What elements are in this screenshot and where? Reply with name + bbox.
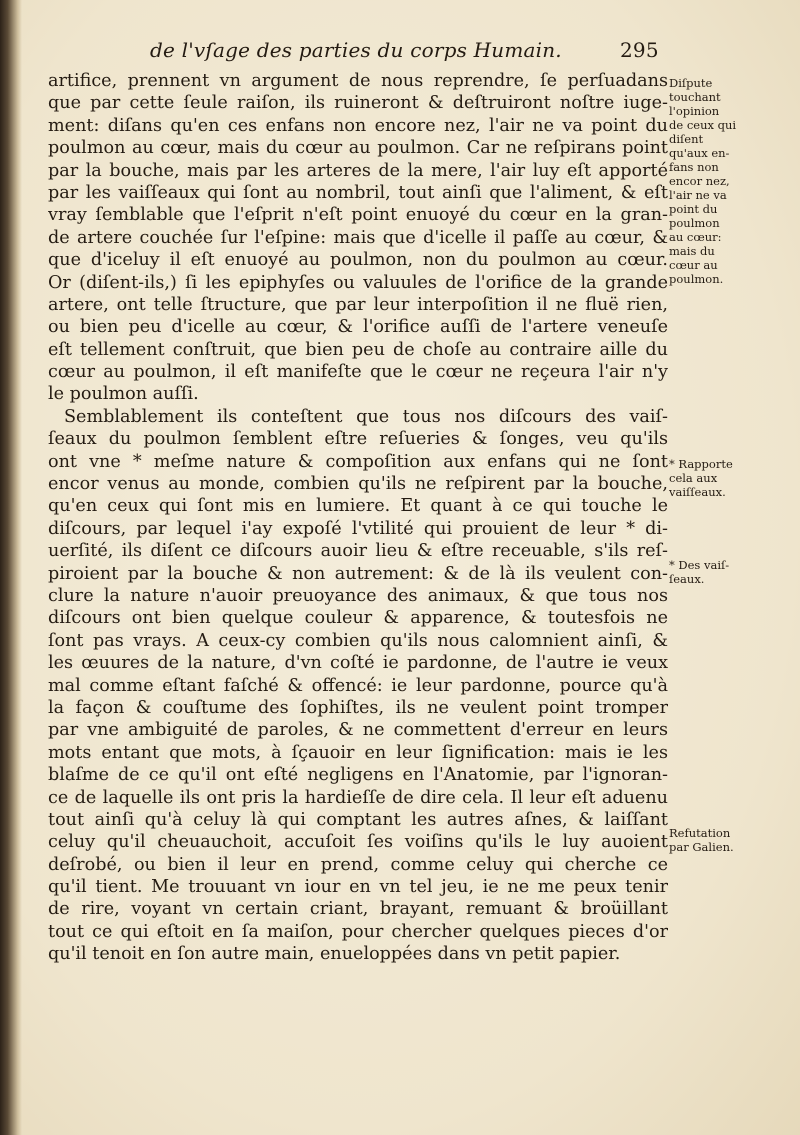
text-line: poulmon au cœur, mais du cœur au poulmon. Car ne reſpirans point	[48, 138, 668, 159]
text-line: clure la nature n'auoir preuoyance des animaux, & que tous nos	[48, 585, 668, 606]
text-line: ment: diſans qu'en ces enfans non encore nez, l'air ne va point du	[48, 115, 668, 136]
text-line: encor venus au monde, combien qu'ils ne reſpirent par la bouche,	[48, 474, 668, 495]
margin-note-line: mais du	[669, 244, 715, 258]
margin-note-refutation	[669, 826, 794, 854]
margin-note-line: fans non	[669, 160, 719, 174]
text-line: cœur au poulmon, il eſt manifeſte que le cœur ne reçeura l'air n'y	[48, 362, 668, 383]
margin-note-line: poulmon.	[669, 272, 724, 286]
text-line: deſrobé, ou bien il leur en prend, comme celuy qui cherche ce	[48, 854, 668, 875]
margin-note-line: par Galien.	[669, 840, 734, 854]
margin-note-line: Diſpute	[669, 76, 713, 90]
margin-note-line: cela aux	[669, 471, 718, 485]
text-line: celuy qu'il cheuauchoit, accuſoit ſes voiſins qu'ils le luy auoient	[48, 832, 668, 853]
text-line: diſcours, par lequel i'ay expoſé l'vtilité qui prouient de leur * di-	[48, 518, 668, 539]
text-line: par les vaiſſeaux qui ſont au nombril, tout ainſi que l'aliment, & eſt	[48, 182, 668, 203]
margin-note-line: de ceux qui	[669, 118, 737, 132]
book-spine-shadow	[0, 0, 22, 1135]
margin-note-line: l'opinion	[669, 104, 720, 118]
margin-note-line: diſent	[669, 132, 704, 146]
text-line: par vne ambiguité de paroles, & ne commettent d'erreur en leurs	[48, 720, 668, 741]
text-line: uerſité, ils diſent ce diſcours auoir lieu & eſtre receuable, s'ils reſ-	[48, 541, 668, 562]
text-line: mal comme eſtant faſché & offencé: ie leur pardonne, pource qu'à	[48, 675, 668, 696]
text-line: mots entant que mots, à ſçauoir en leur ſignification: mais ie les	[48, 742, 668, 763]
margin-note-line: encor nez,	[669, 174, 730, 188]
text-line: le poulmon auſſi.	[48, 384, 199, 405]
text-line: blaſme de ce qu'il ont eſté negligens en l'Anatomie, par l'ignoran-	[48, 765, 668, 786]
text-line: eſt tellement conſtruit, que bien peu de choſe au contraire aille du	[48, 339, 668, 360]
margin-note-line: poulmon	[669, 216, 720, 230]
text-line: artere, ont telle ſtructure, que par leur interpoſition il ne fluë rien,	[48, 294, 668, 315]
running-title: de l'vſage des parties du corps Humain.	[150, 38, 562, 62]
text-line: piroient par la bouche & non autrement: & de là ils veulent con-	[48, 563, 668, 584]
text-line: par la bouche, mais par les arteres de la mere, l'air luy eſt apporté	[48, 160, 668, 181]
text-line: tout ainſi qu'à celuy là qui comptant les autres aſnes, & laiſſant	[48, 809, 668, 830]
text-line: que d'iceluy il eſt enuoyé au poulmon, non du poulmon au cœur.	[48, 250, 668, 271]
margin-note-vaisseaux	[669, 558, 794, 586]
text-line: artifice, prennent vn argument de nous reprendre, ſe perſuadans	[48, 71, 668, 91]
text-line: de rire, voyant vn certain criant, brayant, remuant & broüillant	[48, 899, 668, 920]
text-line: vray ſemblable que l'eſprit n'eſt point enuoyé du cœur en la gran-	[48, 205, 668, 226]
text-line: qu'il tenoit en ſon autre main, enueloppées dans vn petit papier.	[48, 944, 621, 965]
page-number: 295	[620, 38, 659, 62]
margin-note-line: vaiſſeaux.	[669, 485, 726, 499]
main-text	[48, 70, 668, 966]
margin-note-line: touchant	[669, 90, 721, 104]
text-line: de artere couchée ſur l'eſpine: mais que d'icelle il paſſe au cœur, &	[48, 227, 668, 248]
margin-note-line: point du	[669, 202, 718, 216]
text-line: les œuures de la nature, d'vn coſté ie pardonne, de l'autre ie veux	[48, 653, 668, 674]
text-line: qu'en ceux qui ſont mis en lumiere. Et quant à ce qui touche le	[48, 496, 668, 517]
margin-note-line: au cœur:	[669, 230, 722, 244]
text-line: Semblablement ils conteſtent que tous nos diſcours des vaiſ-	[64, 406, 668, 427]
margin-note-line: * Rapporte	[669, 457, 733, 471]
text-line: ſeaux du poulmon ſemblent eſtre reſueries & ſonges, veu qu'ils	[48, 429, 668, 450]
margin-note-line: ſeaux.	[669, 572, 705, 586]
text-line: ont vne * meſme nature & compoſition aux enfans qui ne ſont	[48, 451, 668, 472]
margin-note-rapporte	[669, 457, 794, 499]
text-line: diſcours ont bien quelque couleur & apparence, & toutesfois ne	[48, 608, 668, 629]
margin-note-line: l'air ne va	[669, 188, 727, 202]
margin-note-line: cœur au	[669, 258, 718, 272]
margin-note-line: qu'aux en-	[669, 146, 730, 160]
text-line: ou bien peu d'icelle au cœur, & l'orifice auſſi de l'artere veneuſe	[48, 317, 668, 338]
margin-note-line: Refutation	[669, 826, 731, 840]
text-line: tout ce qui eſtoit en ſa maiſon, pour chercher quelques pieces d'or	[48, 921, 668, 942]
text-line: ſont pas vrays. A ceux-cy combien qu'ils nous calomnient ainſi, &	[48, 630, 668, 651]
text-line: ce de laquelle ils ont pris la hardieſſe de dire cela. Il leur eſt aduenu	[48, 787, 668, 808]
text-line: qu'il tient. Me trouuant vn iour en vn tel jeu, ie ne me peux tenir	[48, 877, 668, 898]
text-line: que par cette ſeule raiſon, ils ruineront & deſtruiront noſtre iuge-	[48, 93, 668, 114]
margin-note-line: * Des vaiſ-	[669, 558, 730, 572]
text-line: Or (diſent-ils,) ſi les epiphyſes ou valuules de l'orifice de la grande	[48, 272, 668, 293]
text-line: la façon & couſtume des ſophiſtes, ils ne veulent point tromper	[48, 697, 668, 718]
margin-note-dispute	[669, 76, 794, 286]
